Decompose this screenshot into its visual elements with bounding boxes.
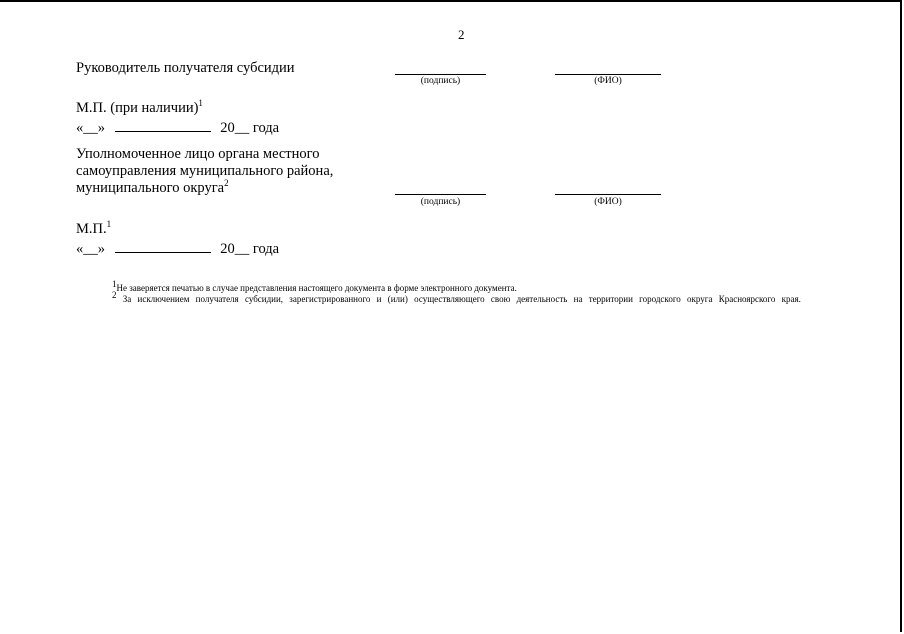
stamp-label-2-footnote-ref: 1 xyxy=(106,219,112,230)
recipient-signature-line xyxy=(395,74,486,75)
footnote-1-text: Не заверяется печатью в случае представления настоящего документа в форме электронного документа. xyxy=(116,283,517,293)
page-number: 2 xyxy=(458,27,465,42)
date-1-month-blank xyxy=(115,119,211,132)
official-signature-caption: (подпись) xyxy=(420,197,461,207)
official-label-line-1: Уполномоченное лицо органа местного xyxy=(76,146,320,162)
date-2-day: «__» xyxy=(76,241,105,257)
official-label-line-2: самоуправления муниципального района, xyxy=(76,163,334,179)
official-footnote-ref: 2 xyxy=(224,178,229,189)
stamp-label-1-text: М.П. (при наличии) xyxy=(76,100,199,116)
recipient-name-caption: (ФИО) xyxy=(594,76,622,86)
official-name-caption: (ФИО) xyxy=(594,197,622,207)
footnote-2 xyxy=(76,290,857,305)
date-line-2 xyxy=(76,240,279,258)
date-line-1 xyxy=(76,119,279,137)
stamp-label-1-footnote-ref: 1 xyxy=(198,98,203,109)
recipient-name-line xyxy=(555,74,661,75)
footnote-2-text: За исключением получателя субсидии, зарегистрированного и (или) осуществляющего свою деятельность на территории городского округа Красноярского края. xyxy=(122,294,801,304)
official-label-line-3 xyxy=(76,180,229,197)
official-signature-line xyxy=(395,194,486,195)
official-name-line xyxy=(555,194,661,195)
stamp-label-1 xyxy=(76,100,203,117)
recipient-head-label: Руководитель получателя субсидии xyxy=(76,60,295,76)
stamp-label-2 xyxy=(76,221,111,238)
date-2-year: 20__ года xyxy=(220,241,280,257)
recipient-signature-caption: (подпись) xyxy=(420,76,461,86)
date-2-month-blank xyxy=(115,240,211,253)
stamp-label-2-text: М.П. xyxy=(76,221,107,237)
date-1-year: 20__ года xyxy=(220,120,280,136)
footnote-1-number: 1 xyxy=(112,279,117,289)
footnote-1 xyxy=(112,279,517,294)
date-1-day: «__» xyxy=(76,120,105,136)
footnote-2-number: 2 xyxy=(112,290,117,300)
official-label-line-3-text: муниципального округа xyxy=(76,180,225,196)
